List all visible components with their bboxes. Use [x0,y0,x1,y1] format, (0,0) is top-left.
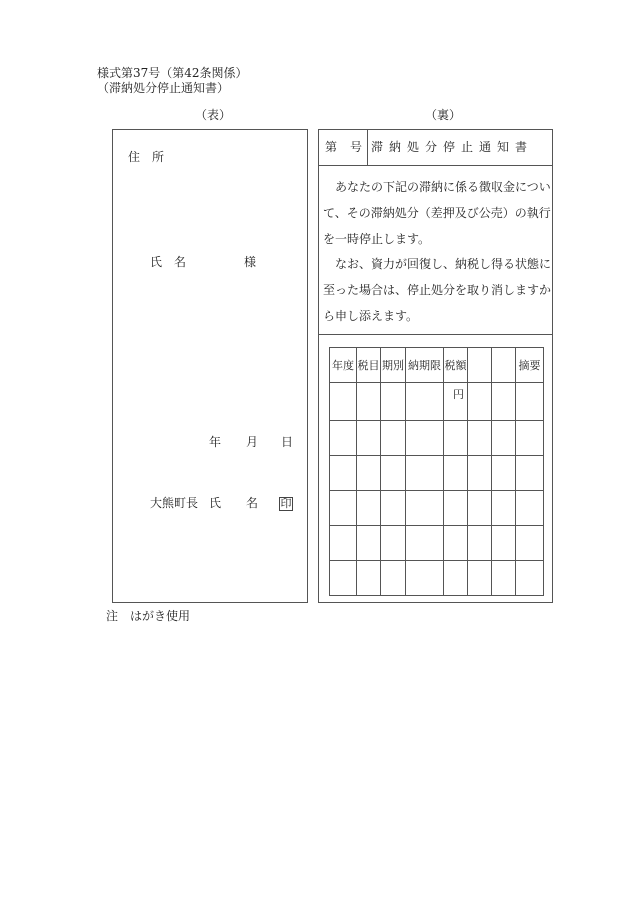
table-cell [492,561,516,596]
header-blank-1 [468,348,492,383]
table-cell [492,491,516,526]
table-cell [357,491,381,526]
header-period: 期別 [381,348,406,383]
front-label: （表） [195,108,232,122]
issuer-name-label-1: 氏 [209,496,222,510]
honorific: 様 [244,255,257,269]
form-number: 様式第37号（第42条関係） [97,66,248,80]
address-label: 住 所 [128,150,165,164]
table-cell [516,561,544,596]
table-cell [330,526,357,561]
header-fiscal-year: 年度 [330,348,357,383]
title-bottom-rule [319,165,552,166]
table-cell [406,456,444,491]
table-cell [330,491,357,526]
table-header-row [330,348,544,383]
table-cell [492,456,516,491]
header-blank-2 [492,348,516,383]
number-suffix: 号 [349,140,362,154]
back-label: （裏） [425,108,462,122]
header-tax-amount: 税額 [444,348,468,383]
body-line-6: ら申し添えます。 [323,309,419,323]
table-cell [444,421,468,456]
table-cell [406,526,444,561]
table-cell [468,561,492,596]
table-cell [444,526,468,561]
table-cell [468,491,492,526]
table-row [330,561,544,596]
seal-mark: 印 [280,497,292,510]
table-cell [444,456,468,491]
form-subtitle: （滞納処分停止通知書） [97,81,230,95]
footnote: 注 はがき使用 [106,609,191,623]
table-row [330,421,544,456]
body-line-1: あなたの下記の滞納に係る徴収金につい [335,180,551,194]
table-cell-currency: 円 [444,383,468,421]
table-cell [357,421,381,456]
table-cell [406,383,444,421]
table-cell [444,491,468,526]
table-row [330,383,544,421]
table-cell [406,561,444,596]
table-cell [381,561,406,596]
header-due-date: 納期限 [406,348,444,383]
body-bottom-rule [319,334,552,335]
table-cell [468,383,492,421]
title-divider [367,130,368,165]
table-row [330,491,544,526]
table-cell [357,383,381,421]
table-cell [357,526,381,561]
table-cell [330,456,357,491]
date-month-label: 月 [246,435,259,449]
issuer-name-label-2: 名 [246,496,259,510]
table-cell [516,383,544,421]
body-line-5: 至った場合は、停止処分を取り消しますか [323,283,552,297]
table-cell [492,383,516,421]
front-card [112,129,308,603]
table-cell [468,526,492,561]
table-cell [381,491,406,526]
table-cell [330,561,357,596]
body-line-3: を一時停止します。 [323,232,431,246]
tax-table [329,347,544,596]
table-cell [381,456,406,491]
table-cell [381,383,406,421]
issuer-title: 大熊町長 [150,496,199,510]
name-label: 氏 名 [150,255,187,269]
table-cell [406,491,444,526]
table-row [330,456,544,491]
back-card [318,129,553,603]
table-cell [492,421,516,456]
table-cell [357,561,381,596]
table-cell [444,561,468,596]
header-tax-item: 税目 [357,348,381,383]
body-line-4: なお、資力が回復し、納税し得る状態に [335,257,552,271]
table-cell [468,456,492,491]
table-cell [516,421,544,456]
document-number-cell [325,140,362,154]
table-cell [516,456,544,491]
table-row [330,526,544,561]
date-year-label: 年 [209,435,222,449]
table-cell [406,421,444,456]
document-title: 滞納処分停止通知書 [371,140,534,154]
table-cell [357,456,381,491]
table-cell [381,526,406,561]
table-cell [492,526,516,561]
number-prefix: 第 [325,140,338,154]
table-cell [330,421,357,456]
table-cell [516,491,544,526]
date-day-label: 日 [281,435,294,449]
body-line-2: て、その滞納処分（差押及び公売）の執行 [323,206,551,220]
table-cell [381,421,406,456]
table-cell [516,526,544,561]
header-remarks: 摘要 [516,348,544,383]
table-cell [468,421,492,456]
table-cell [330,383,357,421]
